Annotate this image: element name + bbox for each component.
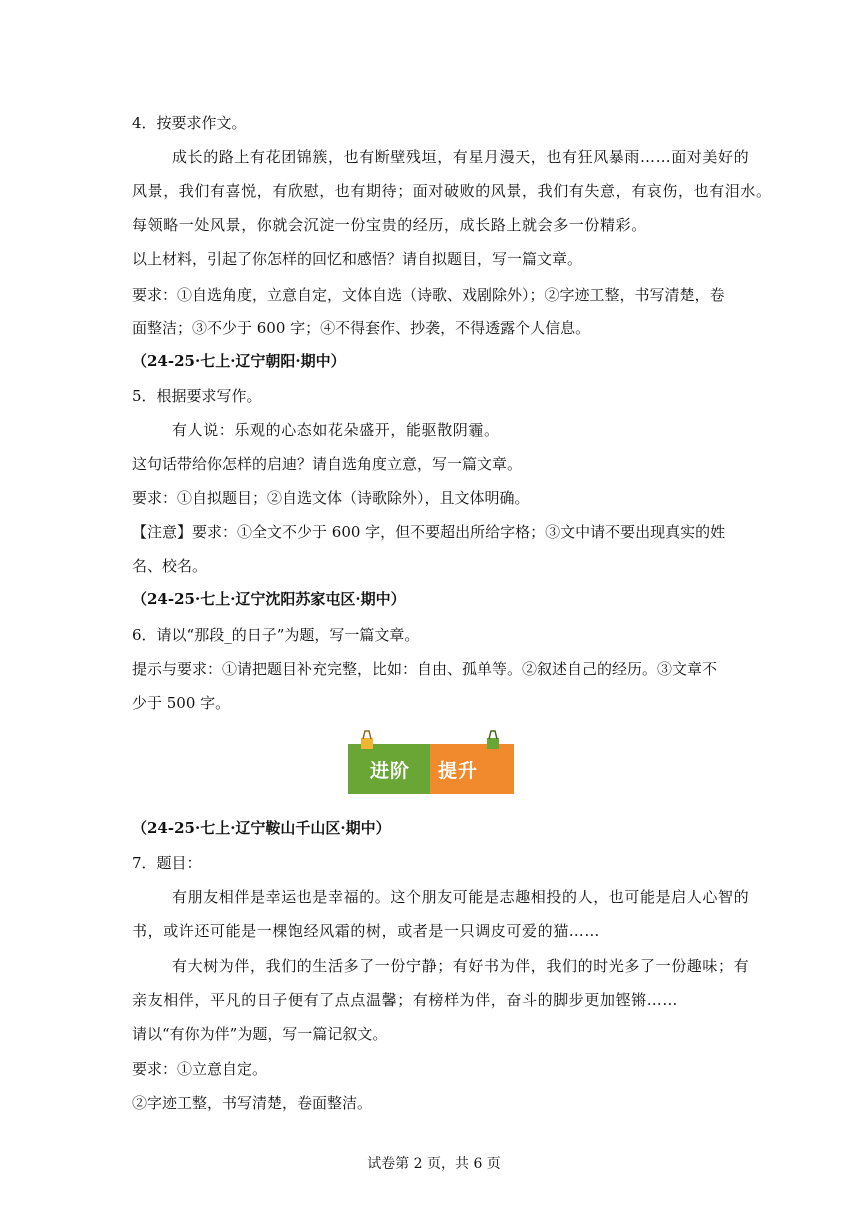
q7-requirements: 要求：①立意自定。 — [132, 1060, 268, 1078]
source-label: （24-25·七上·辽宁沈阳苏家屯区·期中） — [132, 590, 406, 608]
banner-left-label: 进阶 — [370, 760, 411, 782]
q5-note: 名、校名。 — [132, 557, 208, 575]
q4-title: 4．按要求作文。 — [132, 114, 247, 132]
q6-title: 6．请以“那段_的日子”为题，写一篇文章。 — [132, 626, 420, 644]
binder-clip-icon — [360, 730, 374, 750]
q4-material-line: 成长的路上有花团锦簇，也有断壁残垣，有星月漫天，也有狂风暴雨……面对美好的 — [172, 148, 750, 166]
q5-title: 5．根据要求写作。 — [132, 387, 262, 405]
page-footer: 试卷第 2 页，共 6 页 — [367, 1156, 501, 1172]
q5-material: 有人说：乐观的心态如花朵盛开，能驱散阴霾。 — [172, 421, 500, 439]
q7-requirements: ②字迹工整，书写清楚，卷面整洁。 — [132, 1094, 373, 1112]
source-label: （24-25·七上·辽宁朝阳·期中） — [132, 352, 346, 370]
banner-right — [430, 744, 514, 794]
q4-material-line: 每领略一处风景，你就会沉淀一份宝贵的经历，成长路上就会多一份精彩。 — [132, 216, 647, 234]
banner-left — [348, 744, 430, 794]
q5-requirements: 要求：①自拟题目；②自选文体（诗歌除外），且文体明确。 — [132, 489, 530, 507]
q4-prompt: 以上材料，引起了你怎样的回忆和感悟？请自拟题目，写一篇文章。 — [132, 250, 583, 268]
q4-requirements: 面整洁；③不少于 600 字；④不得套作、抄袭，不得透露个人信息。 — [132, 319, 591, 337]
q7-title: 7．题目： — [132, 854, 202, 872]
q7-material-line: 有大树为伴，我们的生活多了一份宁静；有好书为伴，我们的时光多了一份趣味；有 — [172, 957, 750, 975]
q4-material-line: 风景，我们有喜悦，有欣慰，也有期待；面对破败的风景，我们有失意，有哀伤，也有泪水。 — [132, 182, 772, 200]
q7-material-line: 亲友相伴，平凡的日子便有了点点温馨；有榜样为伴，奋斗的脚步更加铿锵…… — [132, 991, 679, 1009]
source-label: （24-25·七上·辽宁鞍山千山区·期中） — [132, 819, 391, 837]
binder-clip-icon — [486, 730, 500, 750]
q4-requirements: 要求：①自选角度，立意自定，文体自选（诗歌、戏剧除外）；②字迹工整，书写清楚，卷 — [132, 286, 725, 304]
q5-note: 【注意】要求：①全文不少于 600 字，但不要超出所给字格；③文中请不要出现真实的姓 — [132, 523, 726, 541]
advanced-banner — [348, 744, 514, 794]
q6-requirements: 提示与要求：①请把题目补充完整，比如：自由、孤单等。②叙述自己的经历。③文章不 — [132, 660, 718, 678]
q7-prompt: 请以“有你为伴”为题，写一篇记叙文。 — [132, 1025, 388, 1043]
q7-material-line: 书，或许还可能是一棵饱经风霜的树，或者是一只调皮可爱的猫…… — [132, 922, 601, 940]
banner-right-label: 提升 — [438, 760, 479, 782]
q5-prompt: 这句话带给你怎样的启迪？请自选角度立意，写一篇文章。 — [132, 455, 523, 473]
q7-material-line: 有朋友相伴是幸运也是幸福的。这个朋友可能是志趣相投的人，也可能是启人心智的 — [172, 888, 750, 906]
q6-requirements: 少于 500 字。 — [132, 694, 231, 712]
